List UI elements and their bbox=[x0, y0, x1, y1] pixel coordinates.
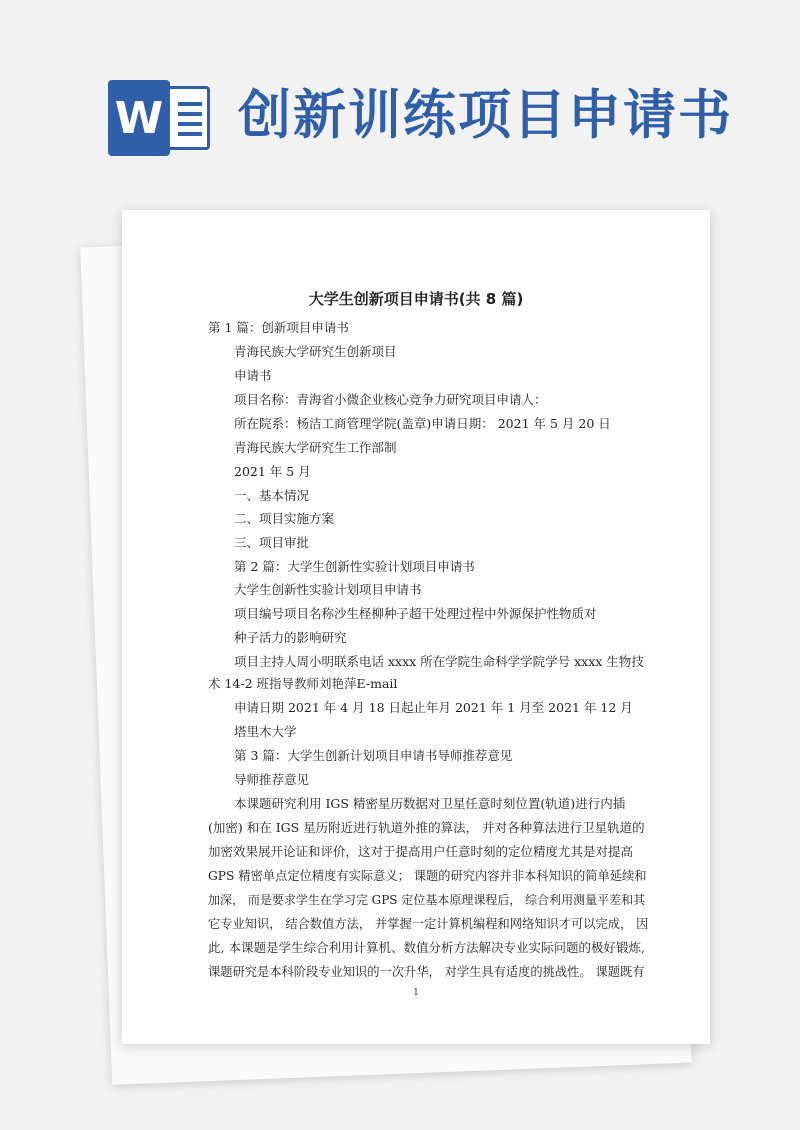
page-title: 创新训练项目申请书 bbox=[238, 85, 733, 146]
page-number: 1 bbox=[413, 988, 419, 998]
doc-line: 第 1 篇：创新项目申请书 bbox=[208, 320, 349, 335]
header-banner bbox=[0, 0, 800, 200]
paragraph-line: (加密) 和在 IGS 星历附近进行轨道外推的算法， 并对各种算法进行卫星轨道的 bbox=[208, 820, 645, 835]
doc-line: 术 14-2 班指导教师刘艳萍E-mail bbox=[208, 676, 398, 691]
doc-line: 种子活力的影响研究 bbox=[234, 630, 347, 645]
doc-line: 申请书 bbox=[234, 368, 272, 383]
paragraph-line: 此, 本课题是学生综合利用计算机、数值分析方法解决专业实际问题的极好锻炼, bbox=[208, 940, 645, 955]
text-line-icon bbox=[178, 122, 202, 126]
doc-line: 第 2 篇：大学生创新性实验计划项目申请书 bbox=[234, 559, 475, 574]
doc-line: 所在院系：杨洁工商管理学院(盖章)申请日期： 2021 年 5 月 20 日 bbox=[234, 416, 611, 431]
paragraph-line: 本课题研究利用 IGS 精密星历数据对卫星任意时刻位置(轨道)进行内插 bbox=[234, 796, 626, 811]
paragraph-line: 课题研究是本科阶段专业知识的一次升华， 对学生具有适度的挑战性。 课题既有 bbox=[208, 965, 645, 979]
doc-line: 塔里木大学 bbox=[234, 724, 297, 739]
doc-line: 导师推荐意见 bbox=[234, 772, 310, 787]
doc-line: 二、项目实施方案 bbox=[234, 511, 335, 526]
paragraph-line: 加深， 而是要求学生在学习完 GPS 定位基本原理课程后， 综合利用测量平差和其 bbox=[208, 893, 646, 907]
document-page bbox=[122, 210, 710, 1044]
doc-line: 青海民族大学研究生创新项目 bbox=[234, 344, 397, 359]
document-title: 大学生创新项目申请书(共 8 篇) bbox=[308, 290, 524, 308]
text-line-icon bbox=[178, 132, 202, 136]
text-line-icon bbox=[178, 102, 202, 106]
doc-line: 项目名称：青海省小微企业核心竞争力研究项目申请人： bbox=[234, 392, 547, 407]
doc-line: 项目主持人周小明联系电话 xxxx 所在学院生命科学学院学号 xxxx 生物技 bbox=[234, 654, 644, 669]
doc-line: 申请日期 2021 年 4 月 18 日起止年月 2021 年 1 月至 2021 年 12 月 bbox=[234, 700, 633, 715]
doc-line: 2021 年 5 月 bbox=[234, 464, 311, 479]
paragraph-line: 它专业知识， 结合数值方法， 并掌握一定计算机编程和网络知识才可以完成， 因 bbox=[208, 917, 649, 931]
word-document-icon bbox=[108, 80, 212, 156]
doc-line: 三、项目审批 bbox=[234, 535, 310, 550]
doc-line: 一、基本情况 bbox=[234, 488, 310, 503]
word-logo-letter: W bbox=[108, 80, 170, 156]
doc-line: 第 3 篇：大学生创新计划项目申请书导师推荐意见 bbox=[234, 748, 513, 763]
paragraph-line: 加密效果展开论证和评价，这对于提高用户任意时刻的定位精度尤其是对提高 bbox=[208, 844, 634, 859]
doc-line: 大学生创新性实验计划项目申请书 bbox=[234, 582, 422, 597]
doc-line: 青海民族大学研究生工作部制 bbox=[234, 440, 397, 455]
paragraph-line: GPS 精密单点定位精度有实际意义； 课题的研究内容并非本科知识的简单延续和 bbox=[208, 869, 647, 883]
doc-line: 项目编号项目名称沙生柽柳种子超干处理过程中外源保护性物质对 bbox=[234, 606, 597, 621]
text-line-icon bbox=[178, 112, 202, 116]
